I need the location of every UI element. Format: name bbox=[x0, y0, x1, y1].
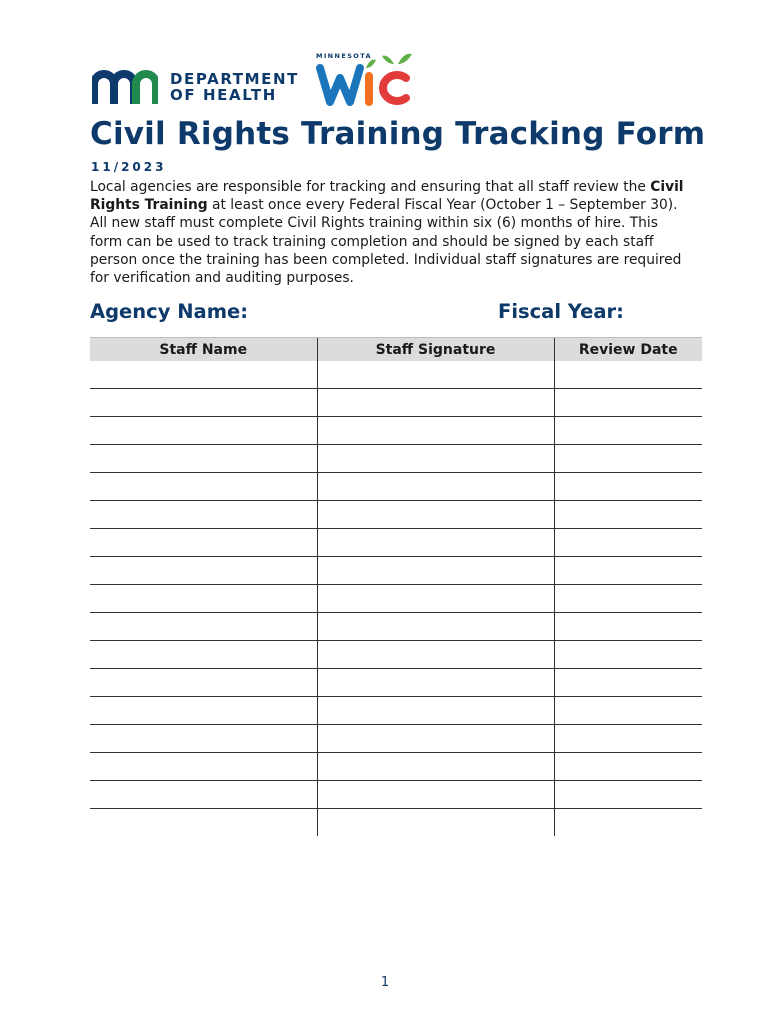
review-date-cell[interactable] bbox=[554, 501, 702, 529]
staff-name-cell[interactable] bbox=[90, 697, 317, 725]
table-row bbox=[90, 613, 702, 641]
staff-signature-cell[interactable] bbox=[317, 529, 554, 557]
fiscal-year-label: Fiscal Year: bbox=[498, 300, 624, 323]
table-body bbox=[90, 361, 702, 836]
staff-name-cell[interactable] bbox=[90, 669, 317, 697]
table-row bbox=[90, 557, 702, 585]
mdh-wordmark bbox=[170, 71, 299, 103]
staff-name-cell[interactable] bbox=[90, 557, 317, 585]
staff-signature-cell[interactable] bbox=[317, 753, 554, 781]
review-date-cell[interactable] bbox=[554, 445, 702, 473]
staff-name-cell[interactable] bbox=[90, 417, 317, 445]
header-logos bbox=[92, 48, 432, 108]
table-row bbox=[90, 501, 702, 529]
intro-text-1: Local agencies are responsible for tracking and ensuring that all staff review the bbox=[90, 179, 651, 195]
staff-name-cell[interactable] bbox=[90, 725, 317, 753]
review-date-cell[interactable] bbox=[554, 781, 702, 809]
staff-signature-cell[interactable] bbox=[317, 445, 554, 473]
table-header-row bbox=[90, 338, 702, 362]
table-row bbox=[90, 781, 702, 809]
review-date-cell[interactable] bbox=[554, 613, 702, 641]
staff-name-cell[interactable] bbox=[90, 613, 317, 641]
table-row bbox=[90, 529, 702, 557]
col-header-staff-name: Staff Name bbox=[90, 338, 317, 362]
wic-state-label: MINNESOTA bbox=[316, 52, 372, 60]
intro-paragraph bbox=[90, 178, 690, 287]
review-date-cell[interactable] bbox=[554, 417, 702, 445]
staff-name-cell[interactable] bbox=[90, 389, 317, 417]
table-row bbox=[90, 725, 702, 753]
staff-signature-cell[interactable] bbox=[317, 501, 554, 529]
staff-name-cell[interactable] bbox=[90, 753, 317, 781]
review-date-cell[interactable] bbox=[554, 669, 702, 697]
table-row bbox=[90, 669, 702, 697]
dept-line-2: OF HEALTH bbox=[170, 86, 277, 104]
staff-signature-cell[interactable] bbox=[317, 557, 554, 585]
review-date-cell[interactable] bbox=[554, 361, 702, 389]
page-number: 1 bbox=[380, 975, 390, 990]
review-date-cell[interactable] bbox=[554, 641, 702, 669]
table-row bbox=[90, 417, 702, 445]
staff-name-cell[interactable] bbox=[90, 445, 317, 473]
table-row bbox=[90, 641, 702, 669]
col-header-staff-signature: Staff Signature bbox=[317, 338, 554, 362]
review-date-cell[interactable] bbox=[554, 529, 702, 557]
table-row bbox=[90, 809, 702, 837]
table-row bbox=[90, 361, 702, 389]
review-date-cell[interactable] bbox=[554, 473, 702, 501]
review-date-cell[interactable] bbox=[554, 725, 702, 753]
staff-name-cell[interactable] bbox=[90, 641, 317, 669]
mdh-logo bbox=[92, 70, 299, 104]
staff-signature-cell[interactable] bbox=[317, 669, 554, 697]
staff-name-cell[interactable] bbox=[90, 585, 317, 613]
intro-bold-text: Civil Rights Training bbox=[90, 179, 684, 214]
review-date-cell[interactable] bbox=[554, 585, 702, 613]
table-row bbox=[90, 445, 702, 473]
wic-logo bbox=[314, 48, 418, 106]
tracking-table bbox=[90, 337, 702, 836]
staff-signature-cell[interactable] bbox=[317, 473, 554, 501]
table-row bbox=[90, 753, 702, 781]
staff-signature-cell[interactable] bbox=[317, 417, 554, 445]
table-row bbox=[90, 697, 702, 725]
mn-logo-icon bbox=[92, 70, 158, 104]
review-date-cell[interactable] bbox=[554, 557, 702, 585]
review-date-cell[interactable] bbox=[554, 697, 702, 725]
staff-signature-cell[interactable] bbox=[317, 809, 554, 837]
staff-name-cell[interactable] bbox=[90, 473, 317, 501]
staff-name-cell[interactable] bbox=[90, 781, 317, 809]
review-date-cell[interactable] bbox=[554, 809, 702, 837]
staff-name-cell[interactable] bbox=[90, 501, 317, 529]
staff-signature-cell[interactable] bbox=[317, 725, 554, 753]
review-date-cell[interactable] bbox=[554, 753, 702, 781]
review-date-cell[interactable] bbox=[554, 389, 702, 417]
page-title: Civil Rights Training Tracking Form bbox=[90, 116, 706, 152]
form-date: 11/2023 bbox=[91, 160, 167, 174]
staff-signature-cell[interactable] bbox=[317, 613, 554, 641]
col-header-review-date: Review Date bbox=[554, 338, 702, 362]
table-row bbox=[90, 585, 702, 613]
staff-name-cell[interactable] bbox=[90, 361, 317, 389]
dept-line-1: DEPARTMENT bbox=[170, 70, 299, 88]
table-row bbox=[90, 473, 702, 501]
staff-name-cell[interactable] bbox=[90, 529, 317, 557]
intro-text-2: at least once every Federal Fiscal Year (October 1 – September 30). All new staff must complete Civil Rights training within six (6) months of hire. This form can be used to track training completion and should be signed by each staff person once the training has been completed. Individual staff signatures are required for verification and auditing purposes. bbox=[90, 197, 682, 287]
staff-signature-cell[interactable] bbox=[317, 361, 554, 389]
table-row bbox=[90, 389, 702, 417]
staff-signature-cell[interactable] bbox=[317, 697, 554, 725]
agency-name-label: Agency Name: bbox=[90, 300, 249, 323]
staff-signature-cell[interactable] bbox=[317, 585, 554, 613]
staff-signature-cell[interactable] bbox=[317, 389, 554, 417]
staff-name-cell[interactable] bbox=[90, 809, 317, 837]
staff-signature-cell[interactable] bbox=[317, 781, 554, 809]
staff-signature-cell[interactable] bbox=[317, 641, 554, 669]
